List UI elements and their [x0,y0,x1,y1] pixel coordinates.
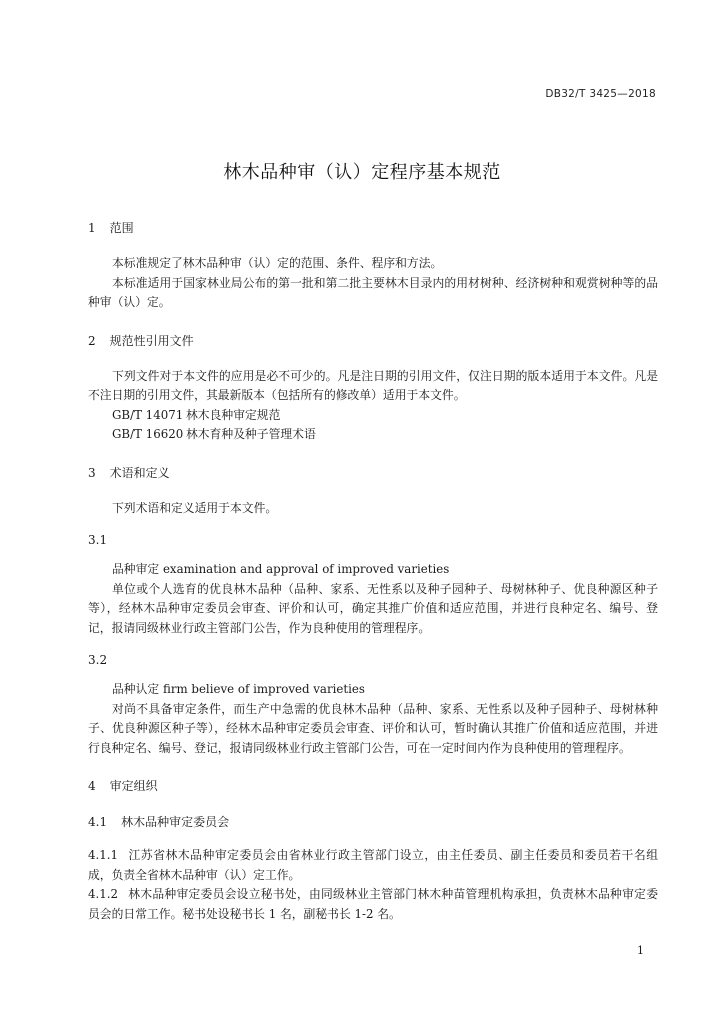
section-number: 2 [88,333,96,348]
clause-text: 江苏省林木品种审定委员会由省林业行政主管部门设立，由主任委员、副主任委员和委员若干名组成，负责全省林木品种审（认）定工作。 [88,848,658,882]
section-title: 术语和定义 [109,465,170,480]
clause-item [88,885,658,924]
reference-name: 林木良种审定规范 [186,407,281,422]
section-3-heading [88,463,658,483]
clause-number: 4.1.1 [88,848,119,862]
clause-text: 林木品种审定委员会设立秘书处，由同级林业主管部门林木种苗管理机构承担，负责林木品种审定委员会的日常工作。秘书处设秘书长 1 名，副秘书长 1-2 名。 [88,887,658,921]
paragraph: 下列文件对于本文件的应用是必不可少的。凡是注日期的引用文件，仅注日期的版本适用于本文件。凡是不注日期的引用文件，其最新版本（包括所有的修改单）适用于本文件。 [88,368,658,402]
term-number: 3.2 [88,653,108,667]
section-1-heading [88,218,658,238]
clause-item [88,846,658,885]
section-number: 3 [88,465,96,480]
paragraph: 本标准规定了林木品种审（认）定的范围、条件、程序和方法。 [112,256,443,270]
term-definition: 单位或个人选育的优良林木品种（品种、家系、无性系以及种子园种子、母树林种子、优良种源区种子等），经林木品种审定委员会审查、评价和认可，确定其推广价值和适应范围，并进行良种定名、编号、登记，报请同级林业行政主管部门公告，作为良种使用的管理程序。 [88,581,658,635]
term-definition: 对尚不具备审定条件，而生产中急需的优良林木品种（品种、家系、无性系以及种子园种子、母树林种子、优良种源区种子等），经林木品种审定委员会审查、评价和认可，暂时确认其推广价值和适应范围，并进行良种定名、编号、登记，报请同级林业行政主管部门公告，可在一定时间内作为良种使用的管理程序。 [88,701,658,755]
section-number: 4 [88,779,96,793]
reference-name: 林木育种及种子管理术语 [186,427,316,441]
reference-item [88,406,658,426]
term-name-cn: 品种认定 [112,682,160,696]
paragraph: 本标准适用于国家林业局公布的第一批和第二批主要林木目录内的用材树种、经济树种和观赏树种等的品种审（认）定。 [88,275,658,309]
term-name [88,680,658,700]
clause-number: 4.1.2 [88,887,119,901]
reference-code: GB/T 16620 [112,427,184,441]
section-4-heading [88,776,658,796]
page-number: 1 [637,944,644,957]
paragraph: 下列术语和定义适用于本文件。 [112,500,278,515]
term-name-en: firm believe of improved varieties [162,682,365,696]
subsection-title: 林木品种审定委员会 [121,815,230,829]
term-name [88,560,658,580]
subsection-number: 4.1 [88,815,108,829]
term-name-cn: 品种审定 [112,562,160,576]
reference-item [88,425,658,445]
subsection-4-1-heading [88,812,658,832]
term-number: 3.1 [88,533,108,547]
term-name-en: examination and approval of improved varieties [162,562,450,576]
document-title: 林木品种审（认）定程序基本规范 [223,162,501,183]
standard-number: DB32/T 3425—2018 [545,88,656,100]
section-title: 规范性引用文件 [109,333,194,348]
section-2-heading [88,331,658,351]
section-title: 范围 [109,221,134,235]
section-number: 1 [88,221,96,235]
section-title: 审定组织 [109,779,158,793]
document-body [88,210,658,924]
reference-code: GB/T 14071 [112,407,184,422]
